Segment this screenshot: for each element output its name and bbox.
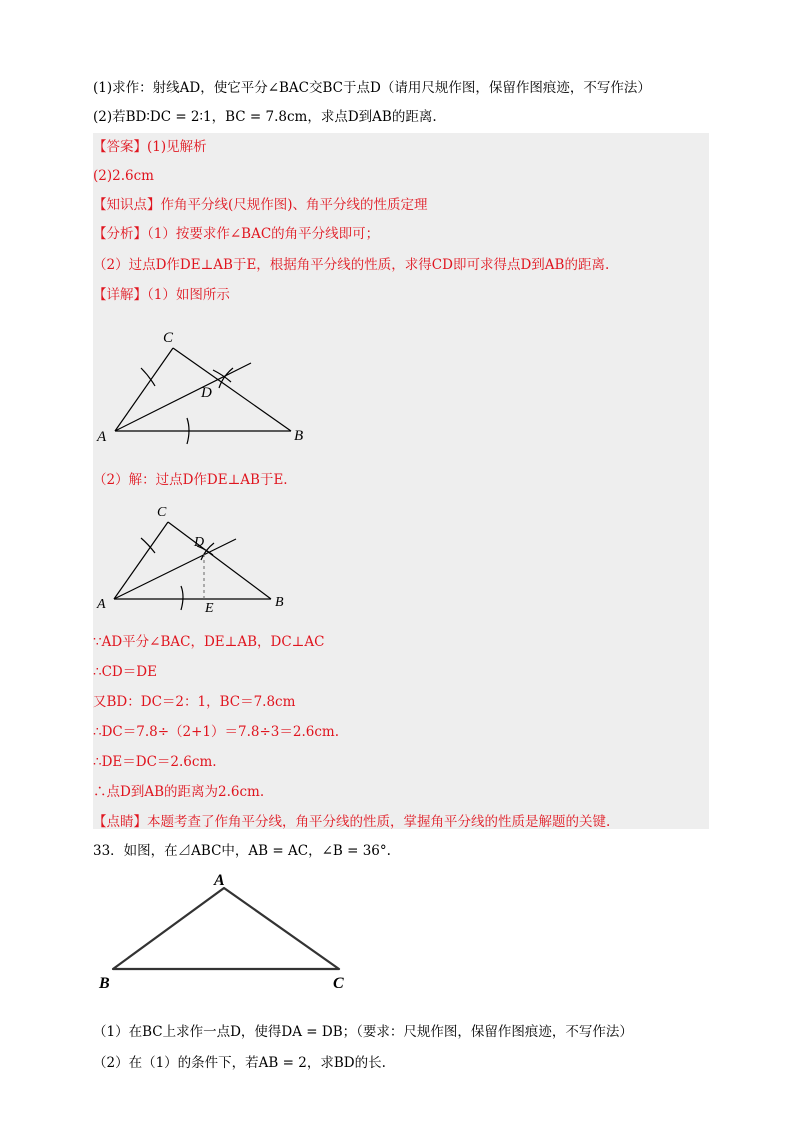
detail-step-2: ∴CD＝DE <box>93 664 157 680</box>
detail-step-4: ∴DC＝7.8÷（2+1）＝7.8÷3＝2.6cm. <box>93 724 340 740</box>
analysis-section <box>93 224 379 244</box>
detail-label: 【详解】 <box>93 287 147 303</box>
detail-line-2: （2）解：过点D作DE⊥AB于E. <box>93 472 288 488</box>
detail-step-1: ∵AD平分∠BAC，DE⊥AB，DC⊥AC <box>93 634 325 650</box>
analysis-label: 【分析】 <box>93 226 147 242</box>
fig2-label-d: D <box>194 535 205 550</box>
q32-part2: (2)若BD∶DC = 2∶1，BC = 7.8cm，求点D到AB的距离. <box>93 109 437 125</box>
knowledge-text: 作角平分线(尺规作图)、角平分线的性质定理 <box>160 197 428 213</box>
knowledge-section <box>93 195 428 215</box>
fig3-label-c: C <box>333 975 344 992</box>
comment-section <box>93 812 610 832</box>
fig2-label-b: B <box>275 595 284 610</box>
q33-stem: 33．如图，在⊿ABC中，AB = AC，∠B = 36°. <box>93 843 391 859</box>
figure-1-angle-bisector <box>93 320 323 450</box>
figure-3-isosceles-triangle <box>93 868 363 998</box>
answer-section <box>93 137 207 157</box>
detail-step-3: 又BD：DC＝2：1，BC＝7.8cm <box>93 694 296 710</box>
fig2-label-a: A <box>97 597 106 612</box>
q33-part2: （2）在（1）的条件下，若AB = 2，求BD的长. <box>93 1055 386 1071</box>
detail-step-5: ∴DE＝DC＝2.6cm. <box>93 754 217 770</box>
detail-section <box>93 285 230 305</box>
fig3-label-a: A <box>214 872 225 889</box>
analysis-line-2: （2）过点D作DE⊥AB于E，根据角平分线的性质，求得CD即可求得点D到AB的距离. <box>93 257 610 273</box>
answer-1: (1)见解析 <box>147 139 207 155</box>
fig1-label-d: D <box>201 385 212 401</box>
fig2-label-c: C <box>157 505 167 520</box>
fig1-label-a: A <box>97 429 107 445</box>
q33-part1: （1）在BC上求作一点D，使得DA = DB；（要求：尺规作图，保留作图痕迹，不写作法） <box>93 1024 633 1040</box>
comment-text: 本题考查了作角平分线，角平分线的性质，掌握角平分线的性质是解题的关键. <box>147 814 611 830</box>
fig2-label-e: E <box>205 601 214 616</box>
answer-label: 【答案】 <box>93 139 147 155</box>
knowledge-label: 【知识点】 <box>93 197 161 213</box>
detail-line-1: （1）如图所示 <box>147 287 230 303</box>
q32-part1: (1)求作：射线AD，使它平分∠BAC交BC于点D（请用尺规作图，保留作图痕迹，不写作法） <box>93 80 651 96</box>
fig3-label-b: B <box>99 975 110 992</box>
detail-step-6: ∴点D到AB的距离为2.6cm. <box>93 784 265 800</box>
fig1-label-b: B <box>294 428 304 444</box>
answer-2: (2)2.6cm <box>93 168 154 184</box>
fig1-label-c: C <box>163 330 174 346</box>
analysis-line-1: （1）按要求作∠BAC的角平分线即可； <box>147 226 380 242</box>
comment-label: 【点睛】 <box>93 814 147 830</box>
figure-2-perpendicular <box>93 500 313 625</box>
